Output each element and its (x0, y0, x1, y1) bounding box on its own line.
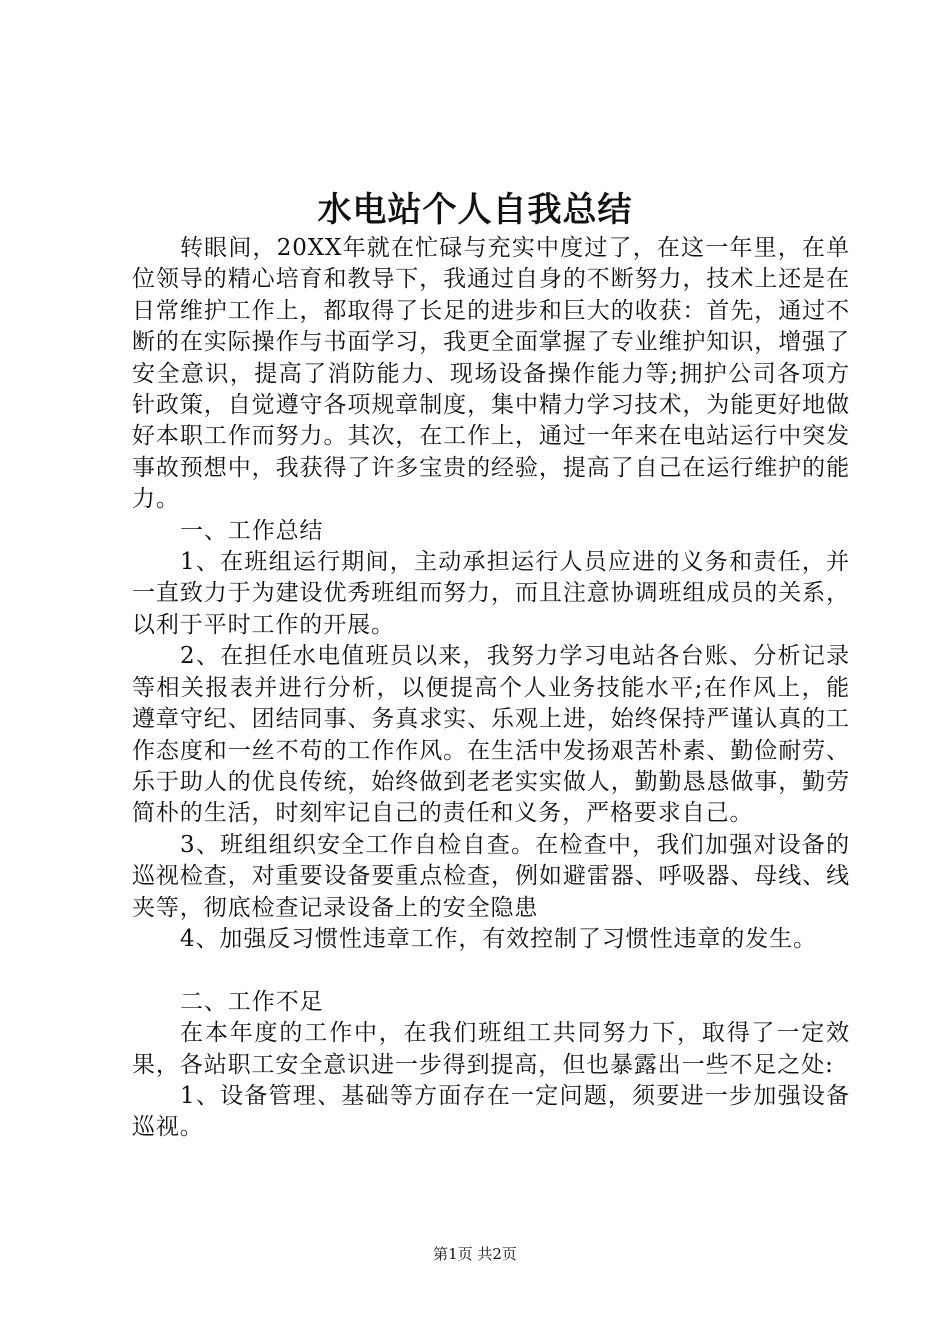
section-heading-work-summary: 一、工作总结 (180, 517, 324, 544)
section-heading-shortcomings: 二、工作不足 (180, 988, 324, 1015)
summary-item-2: 2、在担任水电值班员以来，我努力学习电站各台账、分析记录等相关报表并进行分析，以便提高个人业务技能水平;在作风上，能遵章守纪、团结同事、务真求实、乐观上进，始终保持严谨认真的工作态度和一丝不苟的工作作风。在生活中发扬艰苦朴素、勤俭耐劳、乐于助人的优良传统，始终做到老老实实做人，勤勤恳恳做事，勤劳简朴的生活，时刻牢记自己的责任和义务，严格要求自己。 (132, 643, 850, 827)
document-title: 水电站个人自我总结 (317, 190, 633, 230)
intro-paragraph: 转眼间，20XX年就在忙碌与充实中度过了，在这一年里，在单位领导的精心培育和教导下，我通过自身的不断努力，技术上还是在日常维护工作上，都取得了长足的进步和巨大的收获：首先，通过不断的在实际操作与书面学习，我更全面掌握了专业维护知识，增强了安全意识，提高了消防能力、现场设备操作能力等;拥护公司各项方针政策，自觉遵守各项规章制度，集中精力学习技术，为能更好地做好本职工作而努力。其次，在工作上，通过一年来在电站运行中突发事故预想中，我获得了许多宝贵的经验，提高了自己在运行维护的能力。 (132, 235, 850, 513)
blank-line (132, 955, 850, 986)
summary-item-3: 3、班组组织安全工作自检自查。在检查中，我们加强对设备的巡视检查，对重要设备要重点检查，例如避雷器、呼吸器、母线、线夹等，彻底检查记录设备上的安全隐患 (132, 831, 850, 921)
summary-item-4: 4、加强反习惯性违章工作，有效控制了习惯性违章的发生。 (180, 925, 817, 952)
page-footer: 第1页 共2页 (433, 1245, 517, 1263)
shortcomings-item-1: 1、设备管理、基础等方面存在一定问题，须要进一步加强设备巡视。 (132, 1082, 850, 1141)
shortcomings-intro: 在本年度的工作中，在我们班组工共同努力下，取得了一定效果，各站职工安全意识进一步得到提高，但也暴露出一些不足之处: (132, 1020, 850, 1078)
document-body (132, 233, 850, 1144)
summary-item-1: 1、在班组运行期间，主动承担运行人员应进的义务和责任，并一直致力于为建设优秀班组而努力，而且注意协调班组成员的关系，以利于平时工作的开展。 (132, 549, 850, 638)
